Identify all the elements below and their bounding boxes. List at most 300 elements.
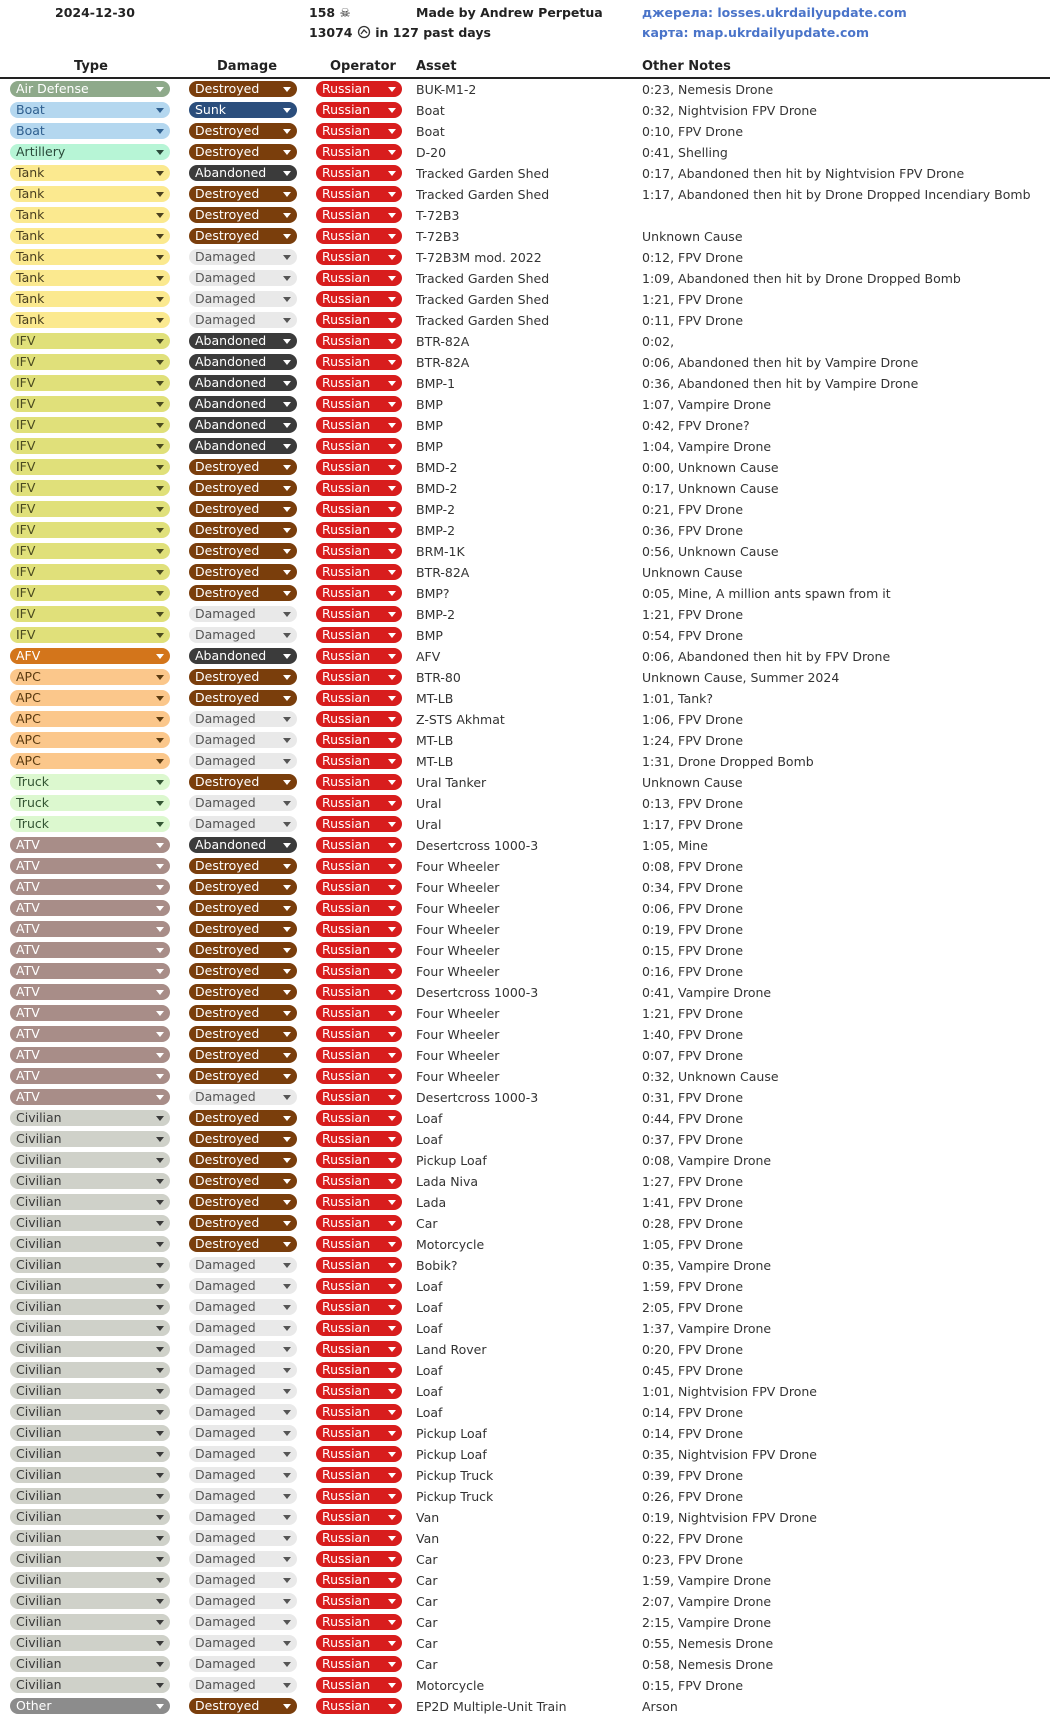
asset-cell: Four Wheeler: [416, 859, 500, 874]
type-dropdown[interactable]: [10, 627, 170, 643]
operator-dropdown[interactable]: [316, 1467, 402, 1483]
damage-dropdown[interactable]: [189, 1698, 297, 1714]
damage-dropdown[interactable]: [189, 480, 297, 496]
type-dropdown[interactable]: [10, 1026, 170, 1042]
operator-dropdown[interactable]: [316, 249, 402, 265]
damage-dropdown[interactable]: [189, 1362, 297, 1378]
operator-dropdown[interactable]: [316, 522, 402, 538]
table-row: [0, 1297, 1050, 1318]
type-dropdown[interactable]: [10, 1194, 170, 1210]
notes-cell: 0:45, FPV Drone: [642, 1363, 744, 1378]
damage-dropdown-label: Destroyed: [195, 228, 260, 243]
operator-dropdown[interactable]: [316, 858, 402, 874]
dropdown-arrow-icon: [156, 843, 164, 848]
damage-dropdown[interactable]: [189, 207, 297, 223]
type-dropdown[interactable]: [10, 564, 170, 580]
operator-dropdown[interactable]: [316, 102, 402, 118]
type-dropdown[interactable]: [10, 1236, 170, 1252]
operator-dropdown[interactable]: [316, 1677, 402, 1693]
type-dropdown[interactable]: [10, 585, 170, 601]
damage-dropdown[interactable]: [189, 1236, 297, 1252]
damage-dropdown[interactable]: [189, 837, 297, 853]
operator-dropdown[interactable]: [316, 501, 402, 517]
type-dropdown[interactable]: [10, 165, 170, 181]
operator-dropdown[interactable]: [316, 795, 402, 811]
damage-dropdown[interactable]: [189, 333, 297, 349]
table-row: [0, 1633, 1050, 1654]
type-dropdown[interactable]: [10, 1215, 170, 1231]
damage-dropdown[interactable]: [189, 1026, 297, 1042]
dropdown-arrow-icon: [283, 1473, 291, 1478]
dropdown-arrow-icon: [156, 1599, 164, 1604]
operator-dropdown[interactable]: [316, 543, 402, 559]
asset-cell: BRM-1K: [416, 544, 465, 559]
operator-dropdown[interactable]: [316, 1530, 402, 1546]
damage-dropdown[interactable]: [189, 1446, 297, 1462]
damage-dropdown[interactable]: [189, 1215, 297, 1231]
type-dropdown[interactable]: [10, 963, 170, 979]
operator-dropdown[interactable]: [316, 1173, 402, 1189]
type-dropdown[interactable]: [10, 1173, 170, 1189]
dropdown-arrow-icon: [283, 1515, 291, 1520]
operator-dropdown[interactable]: [316, 921, 402, 937]
type-dropdown[interactable]: [10, 1404, 170, 1420]
type-dropdown[interactable]: [10, 1299, 170, 1315]
operator-dropdown[interactable]: [316, 1047, 402, 1063]
dropdown-arrow-icon: [156, 486, 164, 491]
damage-dropdown[interactable]: [189, 354, 297, 370]
type-dropdown[interactable]: [10, 1656, 170, 1672]
operator-dropdown[interactable]: [316, 1404, 402, 1420]
damage-dropdown[interactable]: [189, 942, 297, 958]
operator-dropdown[interactable]: [316, 186, 402, 202]
operator-dropdown[interactable]: [316, 585, 402, 601]
type-dropdown[interactable]: [10, 270, 170, 286]
damage-dropdown[interactable]: [189, 1677, 297, 1693]
type-dropdown[interactable]: [10, 606, 170, 622]
type-dropdown-label: Civilian: [16, 1572, 62, 1587]
operator-dropdown[interactable]: [316, 1110, 402, 1126]
damage-dropdown[interactable]: [189, 1572, 297, 1588]
operator-dropdown[interactable]: [316, 81, 402, 97]
operator-dropdown[interactable]: [316, 1152, 402, 1168]
damage-dropdown[interactable]: [189, 501, 297, 517]
damage-dropdown[interactable]: [189, 669, 297, 685]
type-dropdown[interactable]: [10, 1698, 170, 1714]
damage-dropdown[interactable]: [189, 1530, 297, 1546]
type-dropdown[interactable]: [10, 837, 170, 853]
damage-dropdown[interactable]: [189, 186, 297, 202]
type-dropdown[interactable]: [10, 1110, 170, 1126]
type-dropdown[interactable]: [10, 648, 170, 664]
operator-dropdown[interactable]: [316, 1257, 402, 1273]
operator-dropdown[interactable]: [316, 1509, 402, 1525]
operator-dropdown[interactable]: [316, 1425, 402, 1441]
damage-dropdown[interactable]: [189, 396, 297, 412]
type-dropdown[interactable]: [10, 1068, 170, 1084]
dropdown-arrow-icon: [283, 570, 291, 575]
notes-cell: 0:56, Unknown Cause: [642, 544, 779, 559]
dropdown-arrow-icon: [156, 360, 164, 365]
type-dropdown[interactable]: [10, 1635, 170, 1651]
operator-dropdown-label: Russian: [322, 1089, 371, 1104]
damage-dropdown[interactable]: [189, 459, 297, 475]
operator-dropdown[interactable]: [316, 165, 402, 181]
operator-dropdown[interactable]: [316, 942, 402, 958]
table-row: [0, 940, 1050, 961]
notes-cell: 0:12, FPV Drone: [642, 250, 744, 265]
damage-dropdown[interactable]: [189, 249, 297, 265]
type-dropdown[interactable]: [10, 1131, 170, 1147]
damage-dropdown[interactable]: [189, 921, 297, 937]
type-dropdown[interactable]: [10, 1362, 170, 1378]
type-dropdown[interactable]: [10, 1152, 170, 1168]
damage-dropdown[interactable]: [189, 543, 297, 559]
type-dropdown[interactable]: [10, 921, 170, 937]
type-dropdown[interactable]: [10, 438, 170, 454]
type-dropdown[interactable]: [10, 984, 170, 1000]
damage-dropdown[interactable]: [189, 1593, 297, 1609]
type-dropdown[interactable]: [10, 816, 170, 832]
operator-dropdown[interactable]: [316, 753, 402, 769]
type-dropdown[interactable]: [10, 522, 170, 538]
type-dropdown-label: ATV: [16, 1026, 40, 1041]
type-dropdown[interactable]: [10, 102, 170, 118]
damage-dropdown[interactable]: [189, 1635, 297, 1651]
damage-dropdown[interactable]: [189, 102, 297, 118]
damage-dropdown[interactable]: [189, 753, 297, 769]
type-dropdown[interactable]: [10, 690, 170, 706]
operator-dropdown[interactable]: [316, 1215, 402, 1231]
operator-dropdown[interactable]: [316, 816, 402, 832]
type-dropdown[interactable]: [10, 249, 170, 265]
col-header-notes: Other Notes: [642, 59, 731, 74]
type-dropdown[interactable]: [10, 81, 170, 97]
damage-dropdown[interactable]: [189, 1656, 297, 1672]
operator-dropdown[interactable]: [316, 291, 402, 307]
operator-dropdown[interactable]: [316, 1593, 402, 1609]
type-dropdown[interactable]: [10, 732, 170, 748]
operator-dropdown-label: Russian: [322, 144, 371, 159]
operator-dropdown[interactable]: [316, 354, 402, 370]
operator-dropdown[interactable]: [316, 1278, 402, 1294]
type-dropdown[interactable]: [10, 1383, 170, 1399]
type-dropdown[interactable]: [10, 1467, 170, 1483]
operator-dropdown[interactable]: [316, 312, 402, 328]
type-dropdown[interactable]: [10, 375, 170, 391]
type-dropdown[interactable]: [10, 774, 170, 790]
damage-dropdown[interactable]: [189, 228, 297, 244]
damage-dropdown[interactable]: [189, 1089, 297, 1105]
operator-dropdown[interactable]: [316, 1362, 402, 1378]
type-dropdown[interactable]: [10, 123, 170, 139]
damage-dropdown[interactable]: [189, 1320, 297, 1336]
damage-dropdown[interactable]: [189, 81, 297, 97]
damage-dropdown[interactable]: [189, 1488, 297, 1504]
operator-dropdown[interactable]: [316, 1131, 402, 1147]
type-dropdown[interactable]: [10, 1446, 170, 1462]
operator-dropdown[interactable]: [316, 1341, 402, 1357]
dropdown-arrow-icon: [388, 1242, 396, 1247]
dropdown-arrow-icon: [283, 1704, 291, 1709]
damage-dropdown[interactable]: [189, 1614, 297, 1630]
type-dropdown-label: IFV: [16, 438, 36, 453]
operator-dropdown[interactable]: [316, 732, 402, 748]
operator-dropdown[interactable]: [316, 564, 402, 580]
dropdown-arrow-icon: [156, 1662, 164, 1667]
type-dropdown[interactable]: [10, 1614, 170, 1630]
type-dropdown-label: IFV: [16, 585, 36, 600]
operator-dropdown[interactable]: [316, 774, 402, 790]
type-dropdown[interactable]: [10, 669, 170, 685]
operator-dropdown[interactable]: [316, 123, 402, 139]
damage-dropdown[interactable]: [189, 795, 297, 811]
damage-dropdown[interactable]: [189, 291, 297, 307]
table-row: [0, 205, 1050, 226]
operator-dropdown[interactable]: [316, 1446, 402, 1462]
operator-dropdown[interactable]: [316, 1026, 402, 1042]
damage-dropdown[interactable]: [189, 963, 297, 979]
type-dropdown[interactable]: [10, 480, 170, 496]
operator-dropdown[interactable]: [316, 627, 402, 643]
type-dropdown[interactable]: [10, 396, 170, 412]
type-dropdown[interactable]: [10, 1257, 170, 1273]
damage-dropdown[interactable]: [189, 1068, 297, 1084]
damage-dropdown[interactable]: [189, 858, 297, 874]
operator-dropdown[interactable]: [316, 1551, 402, 1567]
operator-dropdown[interactable]: [316, 207, 402, 223]
count-top: [309, 5, 351, 20]
operator-dropdown[interactable]: [316, 396, 402, 412]
type-dropdown[interactable]: [10, 501, 170, 517]
operator-dropdown[interactable]: [316, 711, 402, 727]
type-dropdown[interactable]: [10, 900, 170, 916]
operator-dropdown[interactable]: [316, 1614, 402, 1630]
operator-dropdown-label: Russian: [322, 1257, 371, 1272]
operator-dropdown[interactable]: [316, 1194, 402, 1210]
type-dropdown-label: Civilian: [16, 1257, 62, 1272]
dropdown-arrow-icon: [388, 1431, 396, 1436]
operator-dropdown[interactable]: [316, 984, 402, 1000]
damage-dropdown[interactable]: [189, 1299, 297, 1315]
dropdown-arrow-icon: [283, 948, 291, 953]
type-dropdown[interactable]: [10, 1047, 170, 1063]
damage-dropdown[interactable]: [189, 1152, 297, 1168]
type-dropdown[interactable]: [10, 186, 170, 202]
operator-dropdown[interactable]: [316, 417, 402, 433]
damage-dropdown[interactable]: [189, 522, 297, 538]
type-dropdown[interactable]: [10, 207, 170, 223]
type-dropdown[interactable]: [10, 711, 170, 727]
operator-dropdown[interactable]: [316, 648, 402, 664]
type-dropdown-label: ATV: [16, 858, 40, 873]
operator-dropdown[interactable]: [316, 837, 402, 853]
damage-dropdown[interactable]: [189, 1551, 297, 1567]
damage-dropdown[interactable]: [189, 774, 297, 790]
operator-dropdown[interactable]: [316, 900, 402, 916]
type-dropdown-label: IFV: [16, 396, 36, 411]
type-dropdown[interactable]: [10, 417, 170, 433]
damage-dropdown[interactable]: [189, 690, 297, 706]
damage-dropdown-label: Destroyed: [195, 81, 260, 96]
type-dropdown[interactable]: [10, 333, 170, 349]
operator-dropdown[interactable]: [316, 1089, 402, 1105]
damage-dropdown[interactable]: [189, 1425, 297, 1441]
operator-dropdown[interactable]: [316, 1068, 402, 1084]
operator-dropdown[interactable]: [316, 1698, 402, 1714]
operator-dropdown[interactable]: [316, 144, 402, 160]
damage-dropdown-label: Damaged: [195, 1257, 256, 1272]
source-link[interactable]: джерела: losses.ukrdailyupdate.com: [642, 5, 907, 20]
type-dropdown[interactable]: [10, 753, 170, 769]
damage-dropdown[interactable]: [189, 1509, 297, 1525]
operator-dropdown[interactable]: [316, 1635, 402, 1651]
operator-dropdown[interactable]: [316, 438, 402, 454]
dropdown-arrow-icon: [283, 171, 291, 176]
operator-dropdown[interactable]: [316, 228, 402, 244]
map-link[interactable]: карта: map.ukrdailyupdate.com: [642, 25, 869, 40]
type-dropdown[interactable]: [10, 228, 170, 244]
notes-cell: 1:24, FPV Drone: [642, 733, 744, 748]
damage-dropdown[interactable]: [189, 1467, 297, 1483]
type-dropdown[interactable]: [10, 795, 170, 811]
dropdown-arrow-icon: [283, 1221, 291, 1226]
type-dropdown[interactable]: [10, 144, 170, 160]
damage-dropdown[interactable]: [189, 648, 297, 664]
type-dropdown[interactable]: [10, 459, 170, 475]
damage-dropdown[interactable]: [189, 627, 297, 643]
operator-dropdown[interactable]: [316, 690, 402, 706]
type-dropdown[interactable]: [10, 1677, 170, 1693]
dropdown-arrow-icon: [388, 759, 396, 764]
damage-dropdown[interactable]: [189, 1194, 297, 1210]
damage-dropdown[interactable]: [189, 1383, 297, 1399]
damage-dropdown[interactable]: [189, 270, 297, 286]
damage-dropdown[interactable]: [189, 1278, 297, 1294]
dropdown-arrow-icon: [388, 87, 396, 92]
damage-dropdown[interactable]: [189, 606, 297, 622]
type-dropdown[interactable]: [10, 1488, 170, 1504]
damage-dropdown[interactable]: [189, 1110, 297, 1126]
type-dropdown[interactable]: [10, 1425, 170, 1441]
damage-dropdown[interactable]: [189, 438, 297, 454]
operator-dropdown-label: Russian: [322, 963, 371, 978]
damage-dropdown[interactable]: [189, 1257, 297, 1273]
operator-dropdown[interactable]: [316, 1572, 402, 1588]
type-dropdown[interactable]: [10, 312, 170, 328]
type-dropdown-label: Civilian: [16, 1677, 62, 1692]
asset-cell: Loaf: [416, 1111, 443, 1126]
operator-dropdown[interactable]: [316, 1488, 402, 1504]
dropdown-arrow-icon: [156, 1389, 164, 1394]
operator-dropdown[interactable]: [316, 333, 402, 349]
operator-dropdown[interactable]: [316, 1383, 402, 1399]
type-dropdown[interactable]: [10, 1089, 170, 1105]
damage-dropdown[interactable]: [189, 123, 297, 139]
operator-dropdown[interactable]: [316, 270, 402, 286]
operator-dropdown-label: Russian: [322, 417, 371, 432]
damage-dropdown[interactable]: [189, 564, 297, 580]
damage-dropdown-label: Damaged: [195, 1488, 256, 1503]
dropdown-arrow-icon: [156, 591, 164, 596]
damage-dropdown[interactable]: [189, 732, 297, 748]
operator-dropdown[interactable]: [316, 1299, 402, 1315]
dropdown-arrow-icon: [156, 1473, 164, 1478]
operator-dropdown[interactable]: [316, 459, 402, 475]
type-dropdown[interactable]: [10, 1551, 170, 1567]
type-dropdown[interactable]: [10, 1572, 170, 1588]
dropdown-arrow-icon: [388, 822, 396, 827]
damage-dropdown[interactable]: [189, 711, 297, 727]
type-dropdown[interactable]: [10, 1005, 170, 1021]
damage-dropdown[interactable]: [189, 900, 297, 916]
damage-dropdown[interactable]: [189, 816, 297, 832]
type-dropdown[interactable]: [10, 354, 170, 370]
operator-dropdown[interactable]: [316, 606, 402, 622]
damage-dropdown[interactable]: [189, 375, 297, 391]
table-row: [0, 793, 1050, 814]
dropdown-arrow-icon: [156, 339, 164, 344]
operator-dropdown[interactable]: [316, 1236, 402, 1252]
damage-dropdown[interactable]: [189, 165, 297, 181]
damage-dropdown[interactable]: [189, 144, 297, 160]
type-dropdown[interactable]: [10, 291, 170, 307]
table-row: [0, 1192, 1050, 1213]
type-dropdown[interactable]: [10, 1320, 170, 1336]
damage-dropdown-label: Damaged: [195, 1635, 256, 1650]
type-dropdown[interactable]: [10, 1530, 170, 1546]
loss-rows: [0, 79, 1050, 1717]
damage-dropdown[interactable]: [189, 1047, 297, 1063]
damage-dropdown[interactable]: [189, 1131, 297, 1147]
table-row: [0, 646, 1050, 667]
type-dropdown[interactable]: [10, 543, 170, 559]
damage-dropdown[interactable]: [189, 312, 297, 328]
table-row: [0, 499, 1050, 520]
type-dropdown[interactable]: [10, 1341, 170, 1357]
operator-dropdown[interactable]: [316, 963, 402, 979]
operator-dropdown[interactable]: [316, 480, 402, 496]
damage-dropdown[interactable]: [189, 417, 297, 433]
type-dropdown[interactable]: [10, 1278, 170, 1294]
damage-dropdown[interactable]: [189, 879, 297, 895]
damage-dropdown-label: Destroyed: [195, 1131, 260, 1146]
operator-dropdown[interactable]: [316, 1320, 402, 1336]
table-row: [0, 268, 1050, 289]
damage-dropdown[interactable]: [189, 585, 297, 601]
operator-dropdown[interactable]: [316, 375, 402, 391]
type-dropdown[interactable]: [10, 1509, 170, 1525]
operator-dropdown[interactable]: [316, 669, 402, 685]
type-dropdown[interactable]: [10, 858, 170, 874]
operator-dropdown[interactable]: [316, 1005, 402, 1021]
asset-cell: BMP-2: [416, 607, 456, 622]
type-dropdown[interactable]: [10, 942, 170, 958]
damage-dropdown[interactable]: [189, 1341, 297, 1357]
type-dropdown[interactable]: [10, 1593, 170, 1609]
damage-dropdown[interactable]: [189, 1005, 297, 1021]
damage-dropdown[interactable]: [189, 984, 297, 1000]
damage-dropdown[interactable]: [189, 1173, 297, 1189]
table-row: [0, 331, 1050, 352]
operator-dropdown-label: Russian: [322, 900, 371, 915]
damage-dropdown[interactable]: [189, 1404, 297, 1420]
operator-dropdown[interactable]: [316, 879, 402, 895]
dropdown-arrow-icon: [283, 990, 291, 995]
type-dropdown[interactable]: [10, 879, 170, 895]
table-row: [0, 919, 1050, 940]
operator-dropdown[interactable]: [316, 1656, 402, 1672]
